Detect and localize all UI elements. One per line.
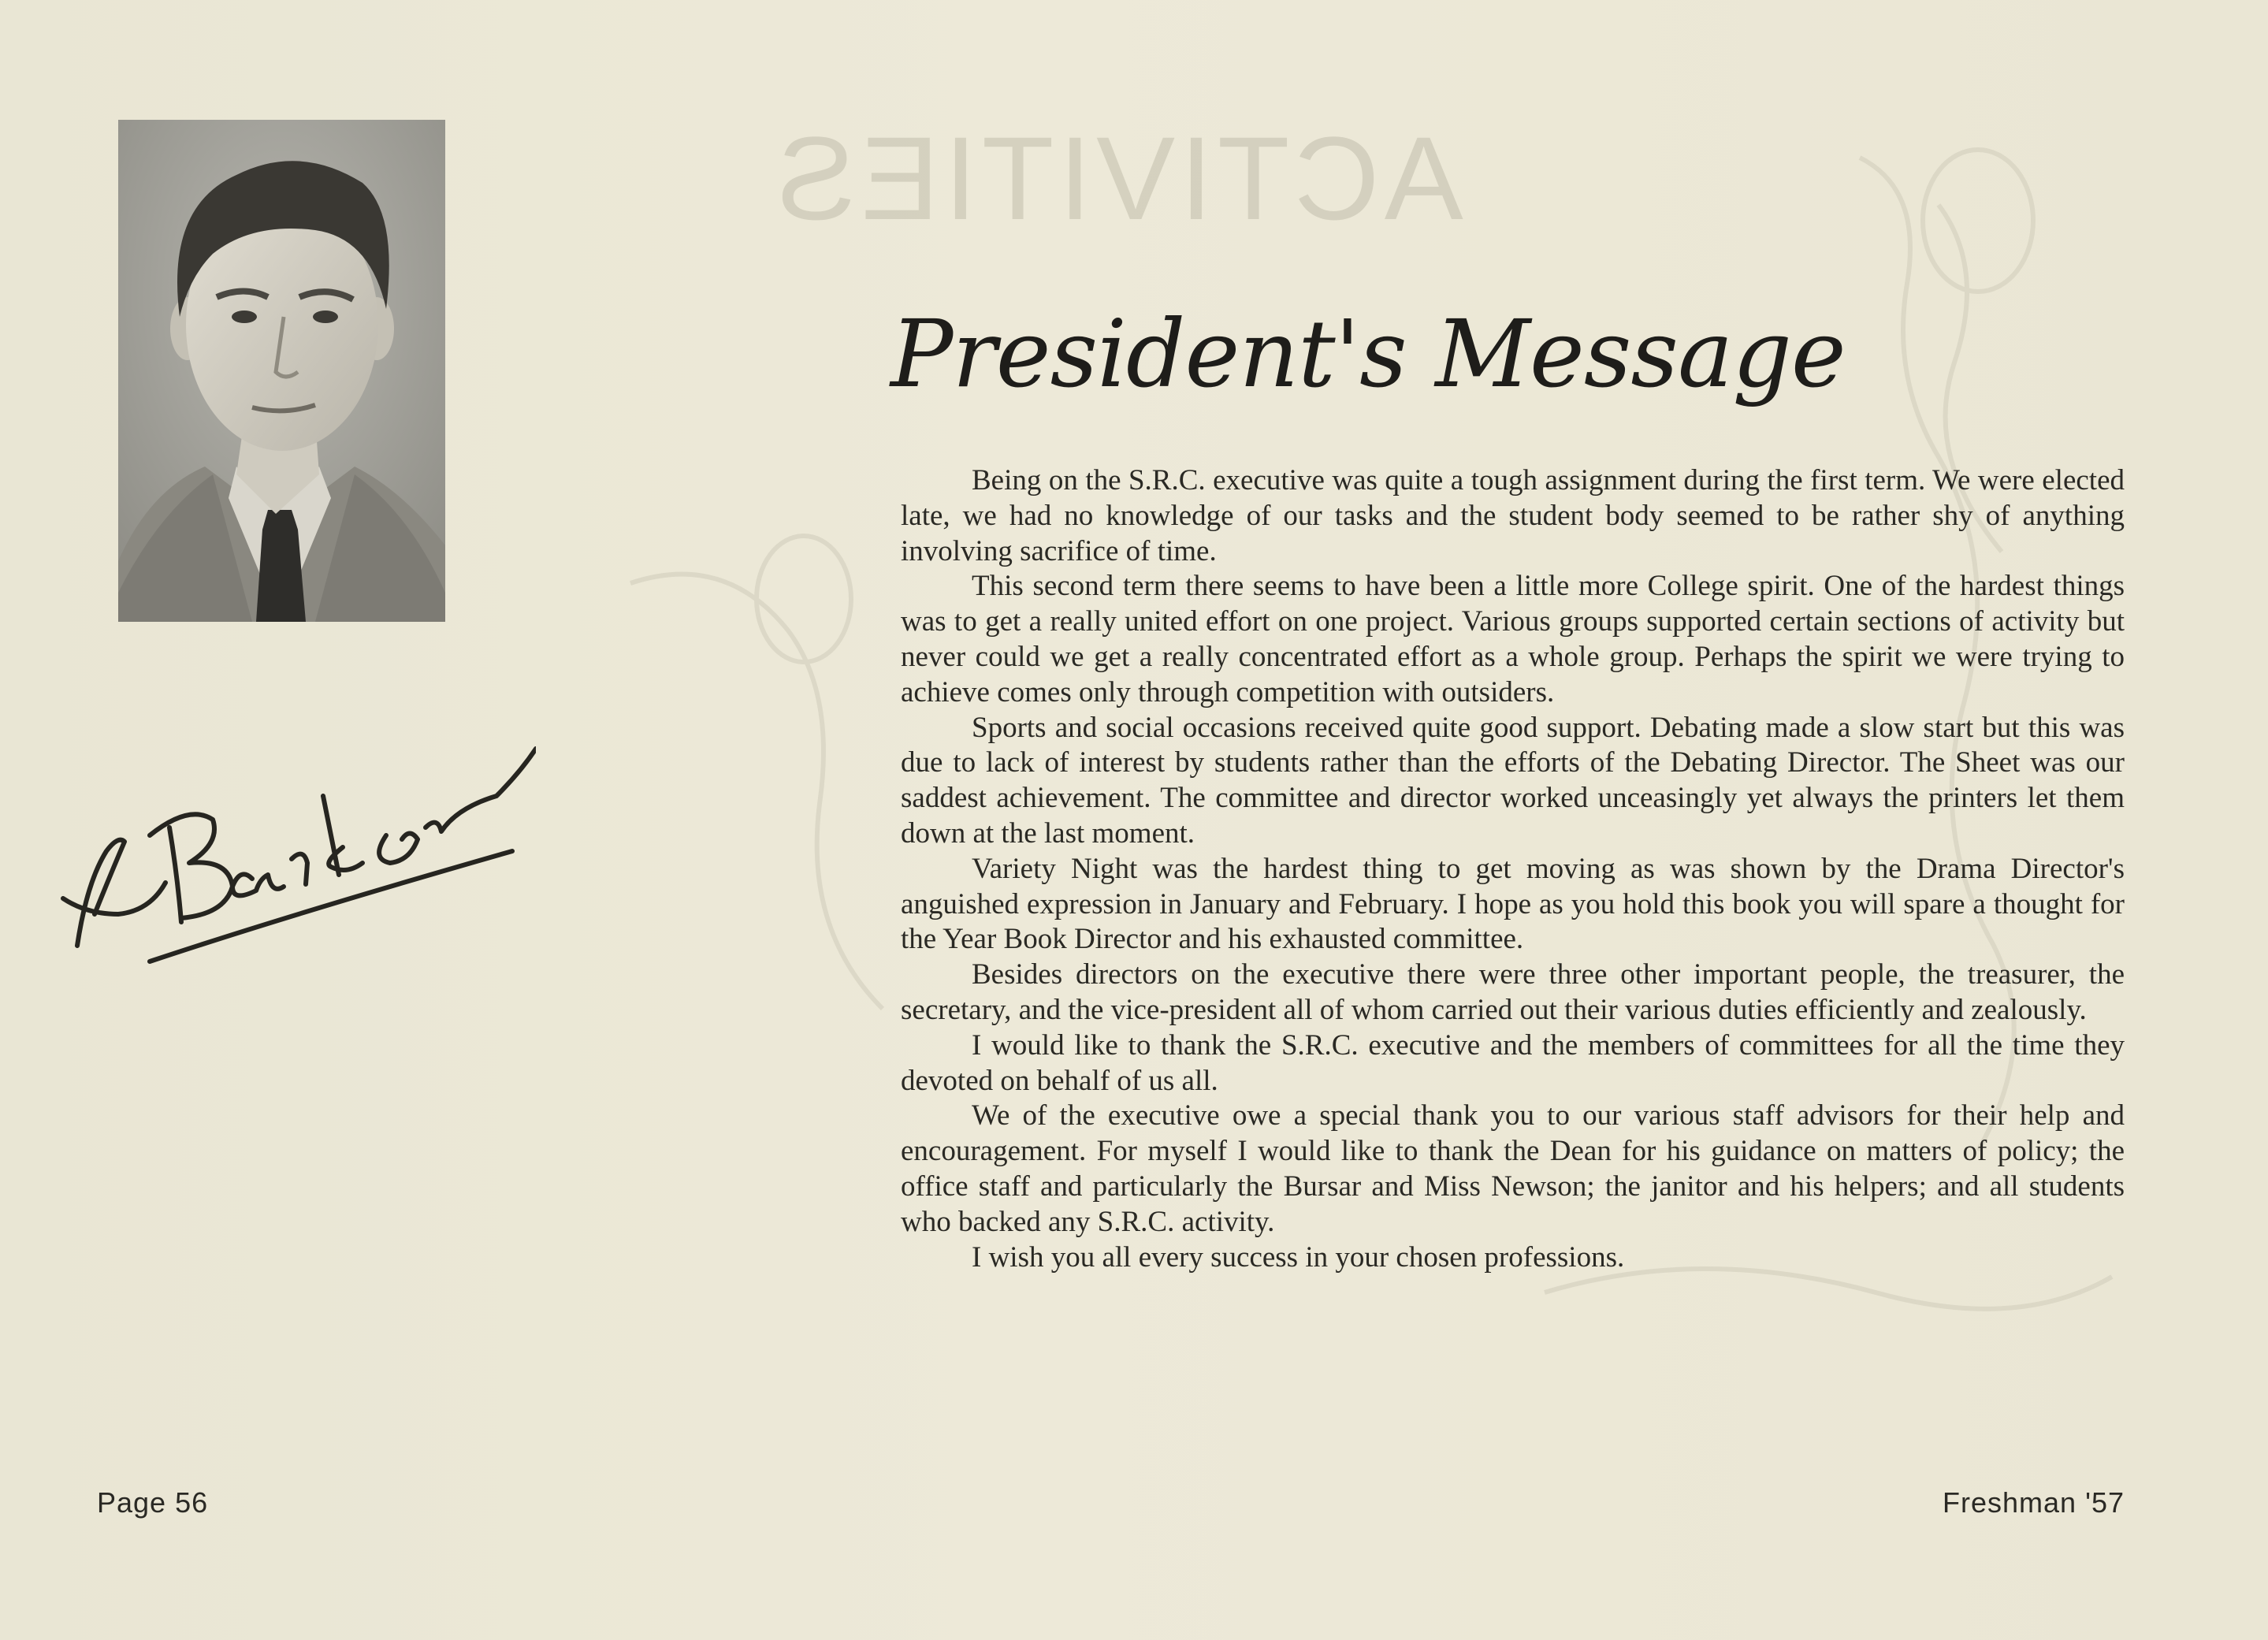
- message-body: [901, 463, 2125, 1275]
- page-title: President's Message: [890, 299, 1846, 408]
- paragraph: I wish you all every success in your chosen professions.: [972, 1240, 1625, 1274]
- paragraph: This second term there seems to have been a little more College spirit. One of the hardest things was to get a really united effort on one project. Various groups supported certain sections of activity but never could we get a really concentrated effort as a whole group. Perhaps the spirit we were trying to achieve comes only through competition with outsiders.: [901, 570, 2125, 708]
- paragraph: I would like to thank the S.R.C. executive and the members of committees for all the time they devoted on behalf of us all.: [901, 1028, 2125, 1097]
- president-signature: [32, 678, 536, 977]
- paragraph: We of the executive owe a special thank you to our various staff advisors for their help and encouragement. For myself I would like to thank the Dean for his guidance on matters of policy; the office staff and particularly the Bursar and Miss Newson; the janitor and his helpers; and all students who backed any S.R.C. activity.: [901, 1099, 2125, 1238]
- paragraph: Sports and social occasions received quite good support. Debating made a slow start but this was due to lack of interest by students rather than the efforts of the Debating Director. The Sheet was our saddest achievement. The committee and director worked unceasingly yet always the printers let them down at the last moment.: [901, 711, 2125, 850]
- president-portrait-photo: [118, 120, 445, 622]
- ghost-show-through-title: ACTIVITIES: [772, 112, 1463, 244]
- page-number: Page 56: [97, 1486, 209, 1519]
- paragraph: Being on the S.R.C. executive was quite a tough assignment during the first term. We were elected late, we had no knowledge of our tasks and the student body seemed to be rather shy of anything involving sacrifice of time.: [901, 464, 2125, 567]
- paragraph: Variety Night was the hardest thing to get moving as was shown by the Drama Director's anguished expression in January and February. I hope as you hold this book you will spare a thought for the Year Book Director and his exhausted committee.: [901, 852, 2125, 956]
- paragraph: Besides directors on the executive there were three other important people, the treasurer, the secretary, and the vice-president all of whom carried out their various duties efficiently and zealously.: [901, 958, 2125, 1026]
- publication-name: Freshman '57: [1943, 1486, 2125, 1519]
